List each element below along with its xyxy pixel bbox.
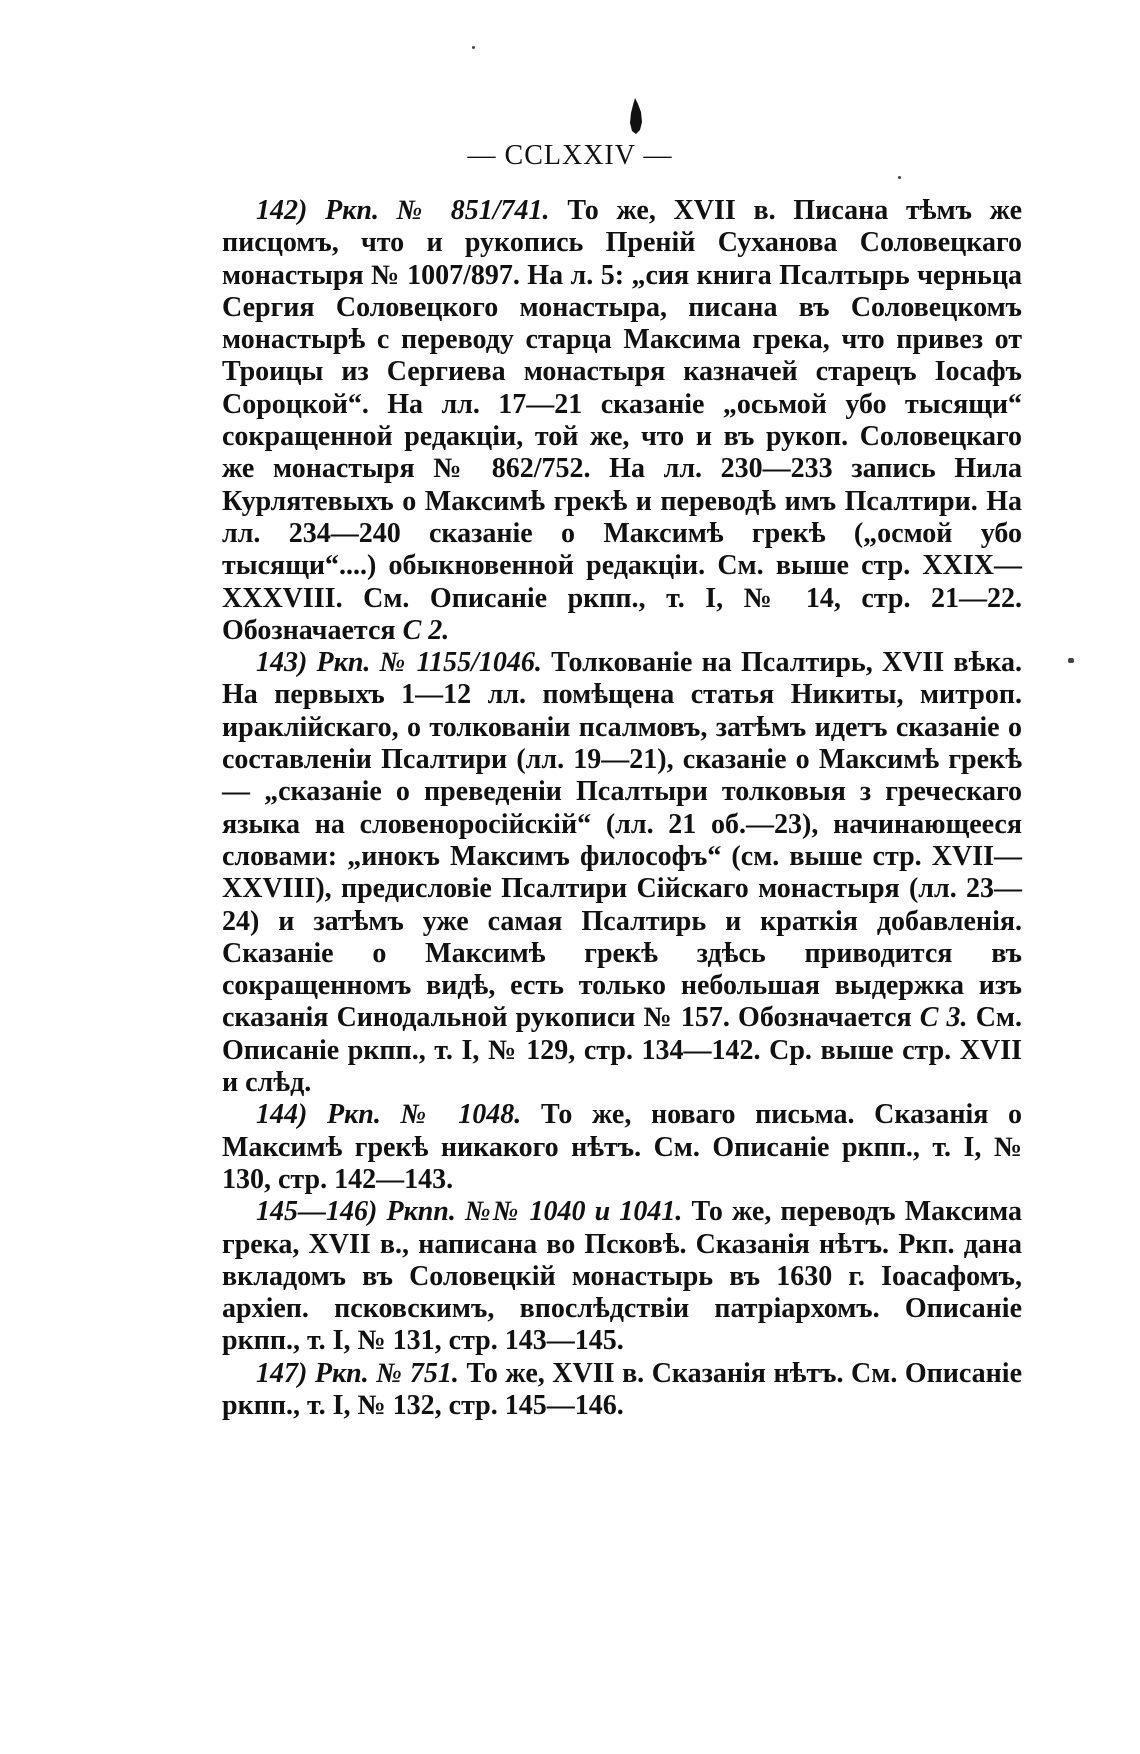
entry-description: То же, XVII в. Сказанія нѣтъ. См. Описаніе ркпп., т. I, № 132, стр. 145—146.	[222, 1357, 1022, 1421]
catalog-entry-142	[222, 195, 1022, 647]
designation-code: С 3.	[919, 1002, 968, 1034]
manuscript-catalog-text	[222, 195, 1022, 1422]
entry-description: То же, переводъ Максима грека, XVII в., написана во Псковѣ. Сказанія нѣтъ. Ркп. дана вкладомъ въ Соловецкій монастырь въ 1630 г. Іоасафомъ, архіеп. псковскимъ, впослѣдствіи патріархомъ. Описаніе ркпп., т. I, № 131, стр. 143—145.	[222, 1196, 1023, 1357]
manuscript-reference: Ркп. № 1155/1046.	[316, 647, 542, 679]
entry-description-continued: См. Описаніе ркпп., т. I, № 129, стр. 134—142. Ср. выше стр. XVII и слѣд.	[222, 1002, 1022, 1099]
entry-number: 143)	[256, 647, 308, 679]
page-number: — CCLXXIV —	[467, 140, 673, 171]
manuscript-reference: Ркпп. №№ 1040 и 1041.	[386, 1196, 683, 1228]
scan-speck	[472, 46, 475, 49]
entry-number: 142)	[256, 195, 308, 226]
manuscript-reference: Ркп. № 1048.	[326, 1099, 522, 1131]
entry-description: То же, новаго письма. Сказанія о Максимѣ грекѣ никакого нѣтъ. См. Описаніе ркпп., т. I, № 130, стр. 142—143.	[222, 1099, 1023, 1195]
manuscript-reference: Ркп. № 851/741.	[325, 195, 550, 226]
manuscript-reference: Ркп. № 751.	[314, 1357, 459, 1389]
entry-description: То же, XVII в. Писана тѣмъ же писцомъ, что и рукопись Преній Суханова Соловецкаго монастыря № 1007/897. На л. 5: „сия книга Псалтырь черньца Сергия Соловецкого монастыра, писана въ Соловецкомъ монастырѣ с переводу старца Максима грека, что привез от Троицы из Сергиева монастыря казначей старецъ Іосафъ Сороцкой“. На лл. 17—21 сказаніе „осьмой убо тысящи“ сокращенной редакціи, той же, что и въ рукоп. Соловецкаго же монастыря № 862/752. На лл. 230—233 запись Нила Курлятевыхъ о Максимѣ грекѣ и переводѣ имъ Псалтири. На лл. 234—240 сказаніе о Максимѣ грекѣ („осмой убо тысящи“....) обыкновенной редакціи. См. выше стр. XXIX—XXXVIII. См. Описаніе ркпп., т. I, № 14, стр. 21—22. Обозначается	[222, 195, 1023, 646]
scan-speck	[898, 176, 901, 179]
entry-number: 147)	[256, 1357, 308, 1389]
entry-number: 144)	[256, 1099, 308, 1131]
entry-number: 145—146)	[256, 1196, 378, 1228]
catalog-entry-147	[222, 1358, 1022, 1423]
catalog-entry-143	[222, 647, 1022, 1099]
entry-description: Толкованіе на Псалтирь, XVII вѣка. На первыхъ 1—12 лл. помѣщена статья Никиты, митроп. ираклійскаго, о толкованіи псалмовъ, затѣмъ идетъ сказаніе о составленіи Псалтири (лл. 19—21), сказаніе о Максимѣ грекѣ — „сказаніе о преведеніи Псалтыри толковыя з греческаго языка на словеноросійскій“ (лл. 21 об.—23), начинающееся словами: „инокъ Максимъ философъ“ (см. выше стр. XVII—XXVIII), предисловіе Псалтири Сійскаго монастыря (лл. 23—24) и затѣмъ уже самая Псалтирь и краткія добавленія. Сказаніе о Максимѣ грекѣ здѣсь приводится въ сокращенномъ видѣ, есть только небольшая выдержка изъ сказанія Синодальной рукописи № 157. Обозначается	[222, 647, 1023, 1034]
scan-speck	[1068, 658, 1074, 663]
ink-blot-mark	[629, 98, 643, 134]
designation-code: С 2.	[402, 614, 450, 646]
catalog-entry-145-146	[222, 1196, 1022, 1357]
catalog-entry-144	[222, 1099, 1022, 1196]
